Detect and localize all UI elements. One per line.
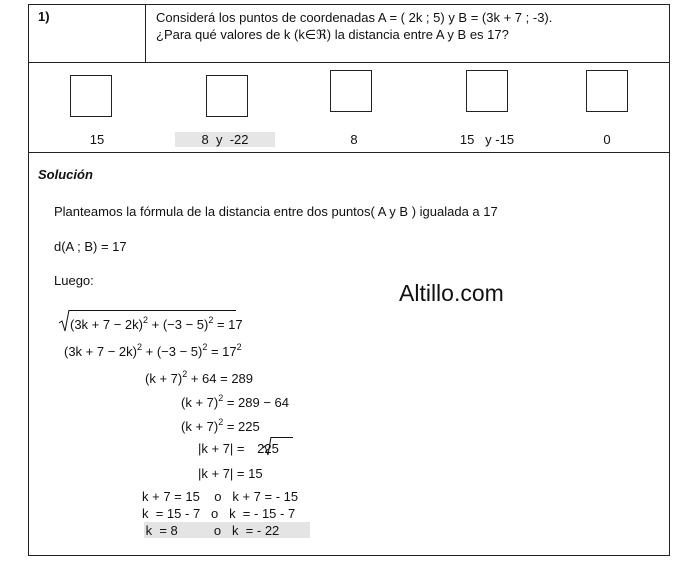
- step-5: $(k + 7)^2 = 225$: [181, 417, 260, 434]
- question-line-1: Considerá los puntos de coordenadas A = ( 2k ; 5) y B = (3k + 7 ; -3).: [156, 10, 553, 25]
- step-6: |k + 7| = 225: [198, 441, 279, 456]
- question-line-2: ¿Para qué valores de k (k∈ℜ) la distancia entre A y B es 17?: [156, 27, 509, 42]
- solution-intro: Planteamos la fórmula de la distancia entre dos puntos( A y B ) igualada a 17: [54, 204, 498, 219]
- option-checkbox-2[interactable]: [206, 75, 248, 117]
- step-9: k = 15 - 7 o k = - 15 - 7: [142, 506, 296, 521]
- frame-q-divider: [28, 62, 670, 63]
- frame-top: [28, 4, 670, 5]
- option-label-3: 8: [350, 132, 358, 147]
- option-label-5: 0: [603, 132, 611, 147]
- option-label-2: 8 y -22: [175, 132, 275, 147]
- distance-equation: d(A ; B) = 17: [54, 239, 127, 254]
- frame-bottom: [28, 555, 670, 556]
- step-10-answer: k = 8 o k = - 22: [142, 523, 280, 538]
- sqrt-bar-2: [271, 437, 293, 438]
- step-4: $(k + 7)^2 = 289 - 64$: [181, 393, 290, 410]
- frame-left: [28, 4, 29, 556]
- step-1: $(3k + 7 - 2k)^2 + (-3 - 5)^2 = 17$: [70, 315, 243, 332]
- frame-q-col: [145, 4, 146, 63]
- watermark: Altillo.com: [399, 280, 504, 306]
- step-7: |k + 7| = 15: [198, 466, 263, 481]
- frame-options-divider: [28, 152, 670, 153]
- option-checkbox-4[interactable]: [466, 70, 508, 112]
- frame-right: [669, 4, 670, 556]
- solution-title: Solución: [38, 167, 93, 182]
- option-checkbox-5[interactable]: [586, 70, 628, 112]
- sqrt-sign-2: [262, 436, 272, 456]
- question-number: 1): [38, 9, 50, 24]
- sqrt-bar-1: [69, 310, 236, 311]
- step-3: $(k + 7)^2 + 64 = 289$: [145, 369, 254, 386]
- sqrt-sign-1: [58, 309, 70, 333]
- option-checkbox-1[interactable]: [70, 75, 112, 117]
- luego-label: Luego:: [54, 273, 94, 288]
- option-label-4: 15 y -15: [459, 132, 515, 147]
- option-label-1: 15: [89, 132, 105, 147]
- question-text: [156, 9, 552, 43]
- step-2: $(3k + 7 - 2k)^2 + (-3 - 5)^2 = 17^2$: [64, 342, 242, 359]
- step-8: k + 7 = 15 o k + 7 = - 15: [142, 489, 299, 504]
- option-checkbox-3[interactable]: [330, 70, 372, 112]
